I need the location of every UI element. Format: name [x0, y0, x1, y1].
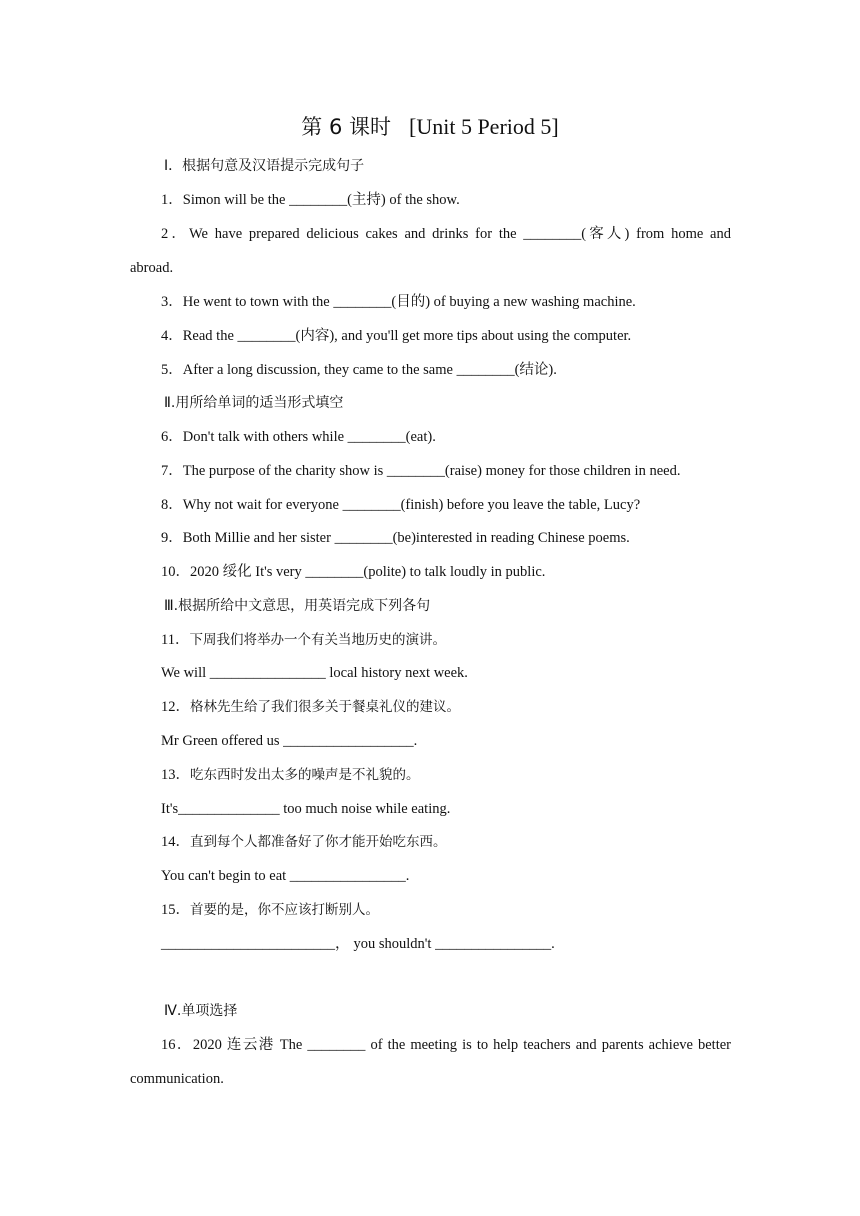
question-text: We have prepared delicious cakes and drinks for the ________(客人) from home and: [189, 226, 731, 242]
section-heading-4: Ⅳ.单项选择: [164, 1003, 238, 1019]
question-11-prompt: [161, 630, 446, 650]
question-15-prompt: [161, 900, 379, 920]
question-4: [161, 326, 631, 346]
question-16-line-1: [161, 1035, 731, 1055]
question-13-answer: It's______________ too much noise while eating.: [161, 801, 451, 817]
question-text: He went to town with the ________(目的) of buying a new washing machine.: [182, 294, 636, 310]
question-8: [161, 495, 640, 515]
question-text: 2020 绥化 It's very ________(polite) to talk loudly in public.: [190, 564, 546, 580]
section-heading-1: Ⅰ．根据句意及汉语提示完成句子: [164, 158, 365, 174]
question-2-line-1: [161, 224, 731, 244]
question-6: [161, 427, 436, 447]
question-chinese: 下周我们将举办一个有关当地历史的演讲。: [189, 632, 446, 648]
question-number: 7．: [161, 463, 183, 479]
question-16-line-2: communication.: [130, 1071, 224, 1087]
question-2-line-2: abroad.: [130, 260, 174, 276]
question-text: Read the ________(内容), and you'll get more tips about using the computer.: [182, 328, 632, 344]
question-15-answer: [161, 934, 555, 954]
question-number: 16．: [161, 1037, 193, 1053]
question-text: Why not wait for everyone ________(finish) before you leave the table, Lucy?: [182, 497, 641, 513]
question-3: [161, 292, 636, 312]
question-5: [161, 360, 557, 380]
question-chinese: 格林先生给了我们很多关于餐桌礼仪的建议。: [190, 699, 460, 715]
question-text: The purpose of the charity show is ________(raise) money for those children in need.: [182, 463, 681, 479]
question-number: 11．: [161, 632, 190, 648]
answer-blank-b: you shouldn't ________________.: [353, 936, 555, 952]
question-number: 4．: [161, 328, 183, 344]
question-number: 8．: [161, 497, 183, 513]
question-number: 10．: [161, 564, 190, 580]
question-text: Both Millie and her sister ________(be)interested in reading Chinese poems.: [182, 530, 630, 546]
question-text: 2020 连云港 The ________ of the meeting is to help teachers and parents achieve better: [192, 1037, 732, 1053]
question-chinese: 直到每个人都准备好了你才能开始吃东西。: [190, 834, 447, 850]
question-number: 12．: [161, 699, 190, 715]
question-text: After a long discussion, they came to the same ________(结论).: [182, 362, 557, 378]
question-12-prompt: [161, 697, 460, 717]
question-chinese: 吃东西时发出太多的噪声是不礼貌的。: [190, 767, 420, 783]
question-13-prompt: [161, 765, 420, 785]
question-number: 3．: [161, 294, 183, 310]
question-text: Simon will be the ________(主持) of the show.: [182, 192, 460, 208]
question-number: 15．: [161, 902, 190, 918]
question-14-answer: You can't begin to eat ________________.: [161, 868, 410, 884]
page-title: [0, 112, 860, 142]
section-heading-2: Ⅱ.用所给单词的适当形式填空: [164, 395, 344, 411]
question-text: Don't talk with others while ________(eat).: [182, 429, 436, 445]
question-number: 2．: [161, 226, 190, 242]
page-title-main: 第 6 课时: [301, 115, 391, 139]
section-heading-3: Ⅲ.根据所给中文意思，用英语完成下列各句: [164, 598, 431, 614]
question-number: 13．: [161, 767, 190, 783]
question-7: [161, 461, 680, 481]
page-title-sub: [Unit 5 Period 5]: [409, 114, 559, 139]
question-14-prompt: [161, 832, 447, 852]
answer-blank-a: ________________________，: [161, 936, 350, 952]
question-number: 9．: [161, 530, 183, 546]
question-number: 1．: [161, 192, 183, 208]
question-1: [161, 190, 460, 210]
question-chinese: 首要的是，你不应该打断别人。: [190, 902, 379, 918]
question-9: [161, 528, 630, 548]
question-number: 6．: [161, 429, 183, 445]
question-number: 5．: [161, 362, 183, 378]
question-12-answer: Mr Green offered us __________________.: [161, 733, 418, 749]
question-number: 14．: [161, 834, 190, 850]
question-10: [161, 562, 545, 582]
question-11-answer: We will ________________ local history next week.: [161, 665, 468, 681]
